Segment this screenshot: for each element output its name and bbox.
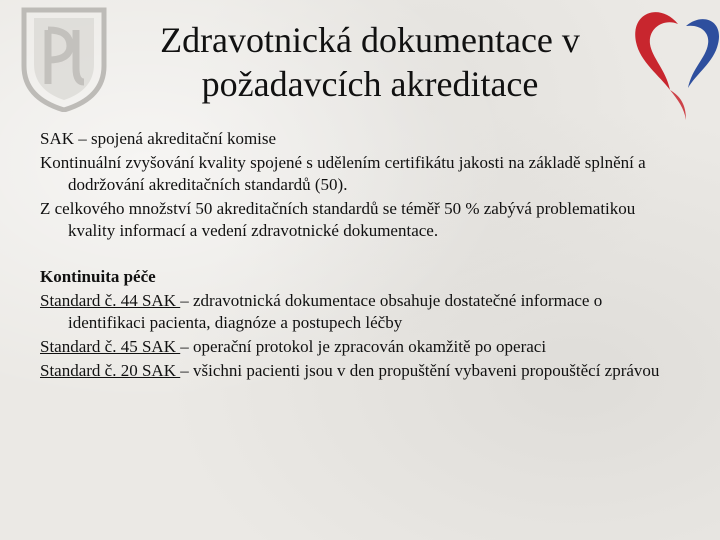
standard-link[interactable]: Standard č. 20 SAK [40, 361, 181, 380]
title-line-1: Zdravotnická dokumentace v [160, 20, 580, 60]
standard-item [40, 360, 670, 382]
standard-text: – všichni pacienti jsou v den propuštění vybaveni propouštěcí zprávou [180, 361, 660, 380]
section2-heading: Kontinuita péče [40, 267, 156, 286]
standard-link[interactable]: Standard č. 44 SAK [40, 291, 181, 310]
standard-text: – operační protokol je zpracován okamžitě po operaci [180, 337, 547, 356]
title-line-2: požadavcích akreditace [201, 64, 539, 104]
standard-item [40, 336, 670, 358]
slide-body [40, 128, 670, 384]
university-logo-icon [18, 6, 110, 112]
standard-text: – zdravotnická dokumentace obsahuje dostatečné informace o identifikaci pacienta, diagnóze a postupech léčby [68, 291, 603, 332]
section1-heading: SAK – spojená akreditační komise [40, 129, 277, 148]
section1-paragraph-2: Z celkového množství 50 akreditačních standardů se téměř 50 % zabývá problematikou kvality informací a vedení zdravotnické dokumentace. [40, 199, 636, 240]
heart-logo-icon [630, 4, 720, 124]
slide-title [110, 18, 630, 106]
standard-link[interactable]: Standard č. 45 SAK [40, 337, 181, 356]
section1-paragraph-1: Kontinuální zvyšování kvality spojené s udělením certifikátu jakosti na základě splnění a dodržování akreditačních standardů (50). [40, 153, 646, 194]
standard-item [40, 290, 670, 334]
